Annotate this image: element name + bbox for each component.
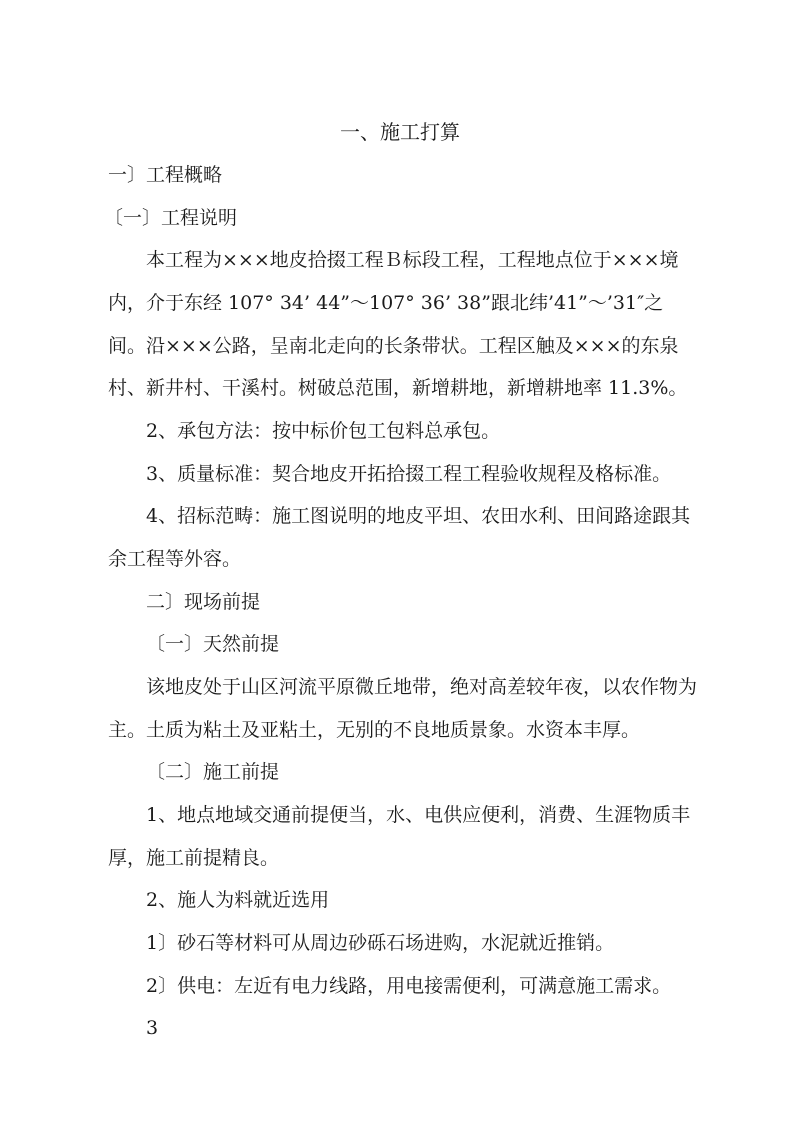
document-title: 一、施工打算 — [340, 120, 460, 144]
section-heading-site-conditions: 二〕现场前提 — [146, 591, 261, 613]
section-heading-overview: 一〕工程概略 — [108, 164, 223, 186]
paragraph-line: 间。沿×××公路，呈南北走向的长条带状。工程区触及×××的东泉 — [108, 335, 679, 357]
paragraph-line: 余工程等外容。 — [108, 548, 242, 570]
paragraph-line: 村、新井村、干溪村。树破总范围，新增耕地，新增耕地率 11.3%。 — [108, 377, 688, 399]
paragraph-line: 该地皮处于山区河流平原微丘地带，绝对高差较年夜，以农作物为 — [146, 676, 698, 698]
paragraph-line: 主。土质为粘土及亚粘土，无别的不良地质景象。水资本丰厚。 — [108, 719, 641, 741]
page-number: 3 — [146, 1017, 159, 1039]
subsection-heading-description: 〔一〕工程说明 — [104, 207, 238, 229]
list-item-contract-method: 2、承包方法：按中标价包工包料总承包。 — [146, 420, 501, 442]
subsection-heading-natural: 〔一〕天然前提 — [146, 633, 280, 655]
list-item-tender-scope: 4、招标范畴：施工图说明的地皮平坦、农田水利、田间路途跟其 — [146, 505, 691, 527]
list-item-materials: 2、施人为料就近选用 — [146, 889, 330, 911]
list-item-power-supply: 2〕供电：左近有电力线路，用电接需便利，可满意施工需求。 — [146, 975, 672, 997]
list-item-quality-standard: 3、质量标准：契合地皮开拓拾掇工程工程验收规程及格标准。 — [146, 463, 672, 485]
list-item-traffic: 1、地点地域交通前提便当，水、电供应便利，消费、生涯物质丰 — [146, 804, 691, 826]
list-item-sand-gravel: 1〕砂石等材料可从周边砂砾石场进购，水泥就近推销。 — [146, 932, 615, 954]
paragraph-line: 本工程为×××地皮拾掇工程Ｂ标段工程，工程地点位于×××境 — [146, 249, 679, 271]
subsection-heading-construction: 〔二〕施工前提 — [146, 761, 280, 783]
paragraph-line: 厚，施工前提精良。 — [108, 847, 280, 869]
paragraph-line: 内，介于东经 107° 34’ 44”～107° 36’ 38”跟北纬’41”～’31″之 — [108, 292, 664, 314]
